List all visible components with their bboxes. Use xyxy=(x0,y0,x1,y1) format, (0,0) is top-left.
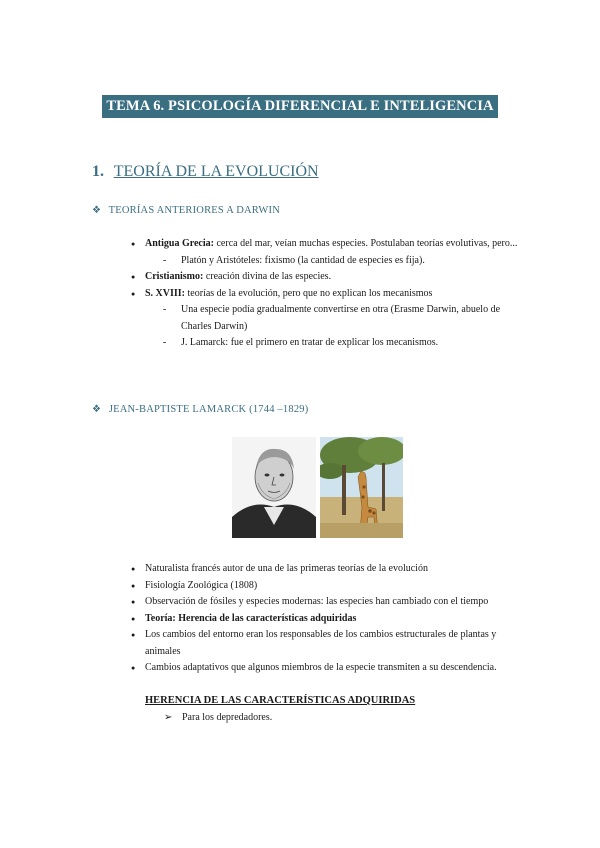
subsection-title: TEORÍAS ANTERIORES A DARWIN xyxy=(108,205,281,216)
lamarck-portrait-image xyxy=(232,437,316,538)
list-item xyxy=(131,236,521,269)
title-wrapper xyxy=(0,95,600,118)
list-item: ● Observación de fósiles y especies modernas: las especies han cambiado con el tiempo xyxy=(131,594,531,611)
list-item: ● Naturalista francés autor de una de las primeras teorías de la evolución xyxy=(131,561,531,578)
item-text: creación divina de las especies. xyxy=(203,271,332,282)
list-item: ● Teoría: Herencia de las características adquiridas xyxy=(131,611,531,628)
item-bold: Cristianismo: xyxy=(145,271,204,282)
sub-list-item: - Platón y Aristóteles: fixismo (la cantidad de especies es fija). xyxy=(161,253,521,270)
section-title: TEORÍA DE LA EVOLUCIÓN xyxy=(113,163,319,180)
herencia-heading: HERENCIA DE LAS CARACTERÍSTICAS ADQUIRIDAS xyxy=(145,695,416,706)
item-bold: S. XVIII: xyxy=(145,287,186,299)
arrow-item-text: Para los depredadores. xyxy=(182,712,273,723)
item-text: cerca del mar, veían muchas especies. Postulaban teorías evolutivas, pero... xyxy=(213,238,518,249)
subsection-heading-lamarck xyxy=(92,404,308,415)
list-item xyxy=(131,269,521,286)
pre-darwin-list xyxy=(131,236,521,352)
item-text: teorías de la evolución, pero que no explican los mecanismos xyxy=(185,287,433,299)
list-item: ● Cambios adaptativos que algunos miembros de la especie transmiten a su descendencia. xyxy=(131,660,531,677)
list-item: ● Los cambios del entorno eran los responsables de los cambios estructurales de plantas y animales xyxy=(131,627,531,660)
subsection-title: JEAN-BAPTISTE LAMARCK (1744 –1829) xyxy=(108,404,309,415)
arrow-bullet-icon: ➢ xyxy=(164,712,173,723)
sub-list-item: - Una especie podía gradualmente convertirse en otra (Erasme Darwin, abuelo de Charles Darwin) xyxy=(161,302,521,335)
diamond-bullet-icon: ❖ xyxy=(92,404,102,415)
sub-list xyxy=(161,302,521,352)
lamarck-list xyxy=(131,561,531,677)
section-heading xyxy=(92,163,319,181)
section-number: 1. xyxy=(92,163,104,180)
subsection-heading-darwin xyxy=(92,205,280,216)
giraffe-photo-image xyxy=(320,437,403,538)
diamond-bullet-icon: ❖ xyxy=(92,205,102,216)
arrow-list-item xyxy=(164,712,272,723)
sub-list xyxy=(161,253,521,270)
document-title: TEMA 6. PSICOLOGÍA DIFERENCIAL E INTELIGENCIA xyxy=(102,95,497,118)
item-bold: Antigua Grecia: xyxy=(145,238,214,249)
list-item: ● Fisiología Zoológica (1808) xyxy=(131,578,531,595)
sub-list-item: - J. Lamarck: fue el primero en tratar de explicar los mecanismos. xyxy=(161,335,521,352)
list-item xyxy=(131,286,521,352)
